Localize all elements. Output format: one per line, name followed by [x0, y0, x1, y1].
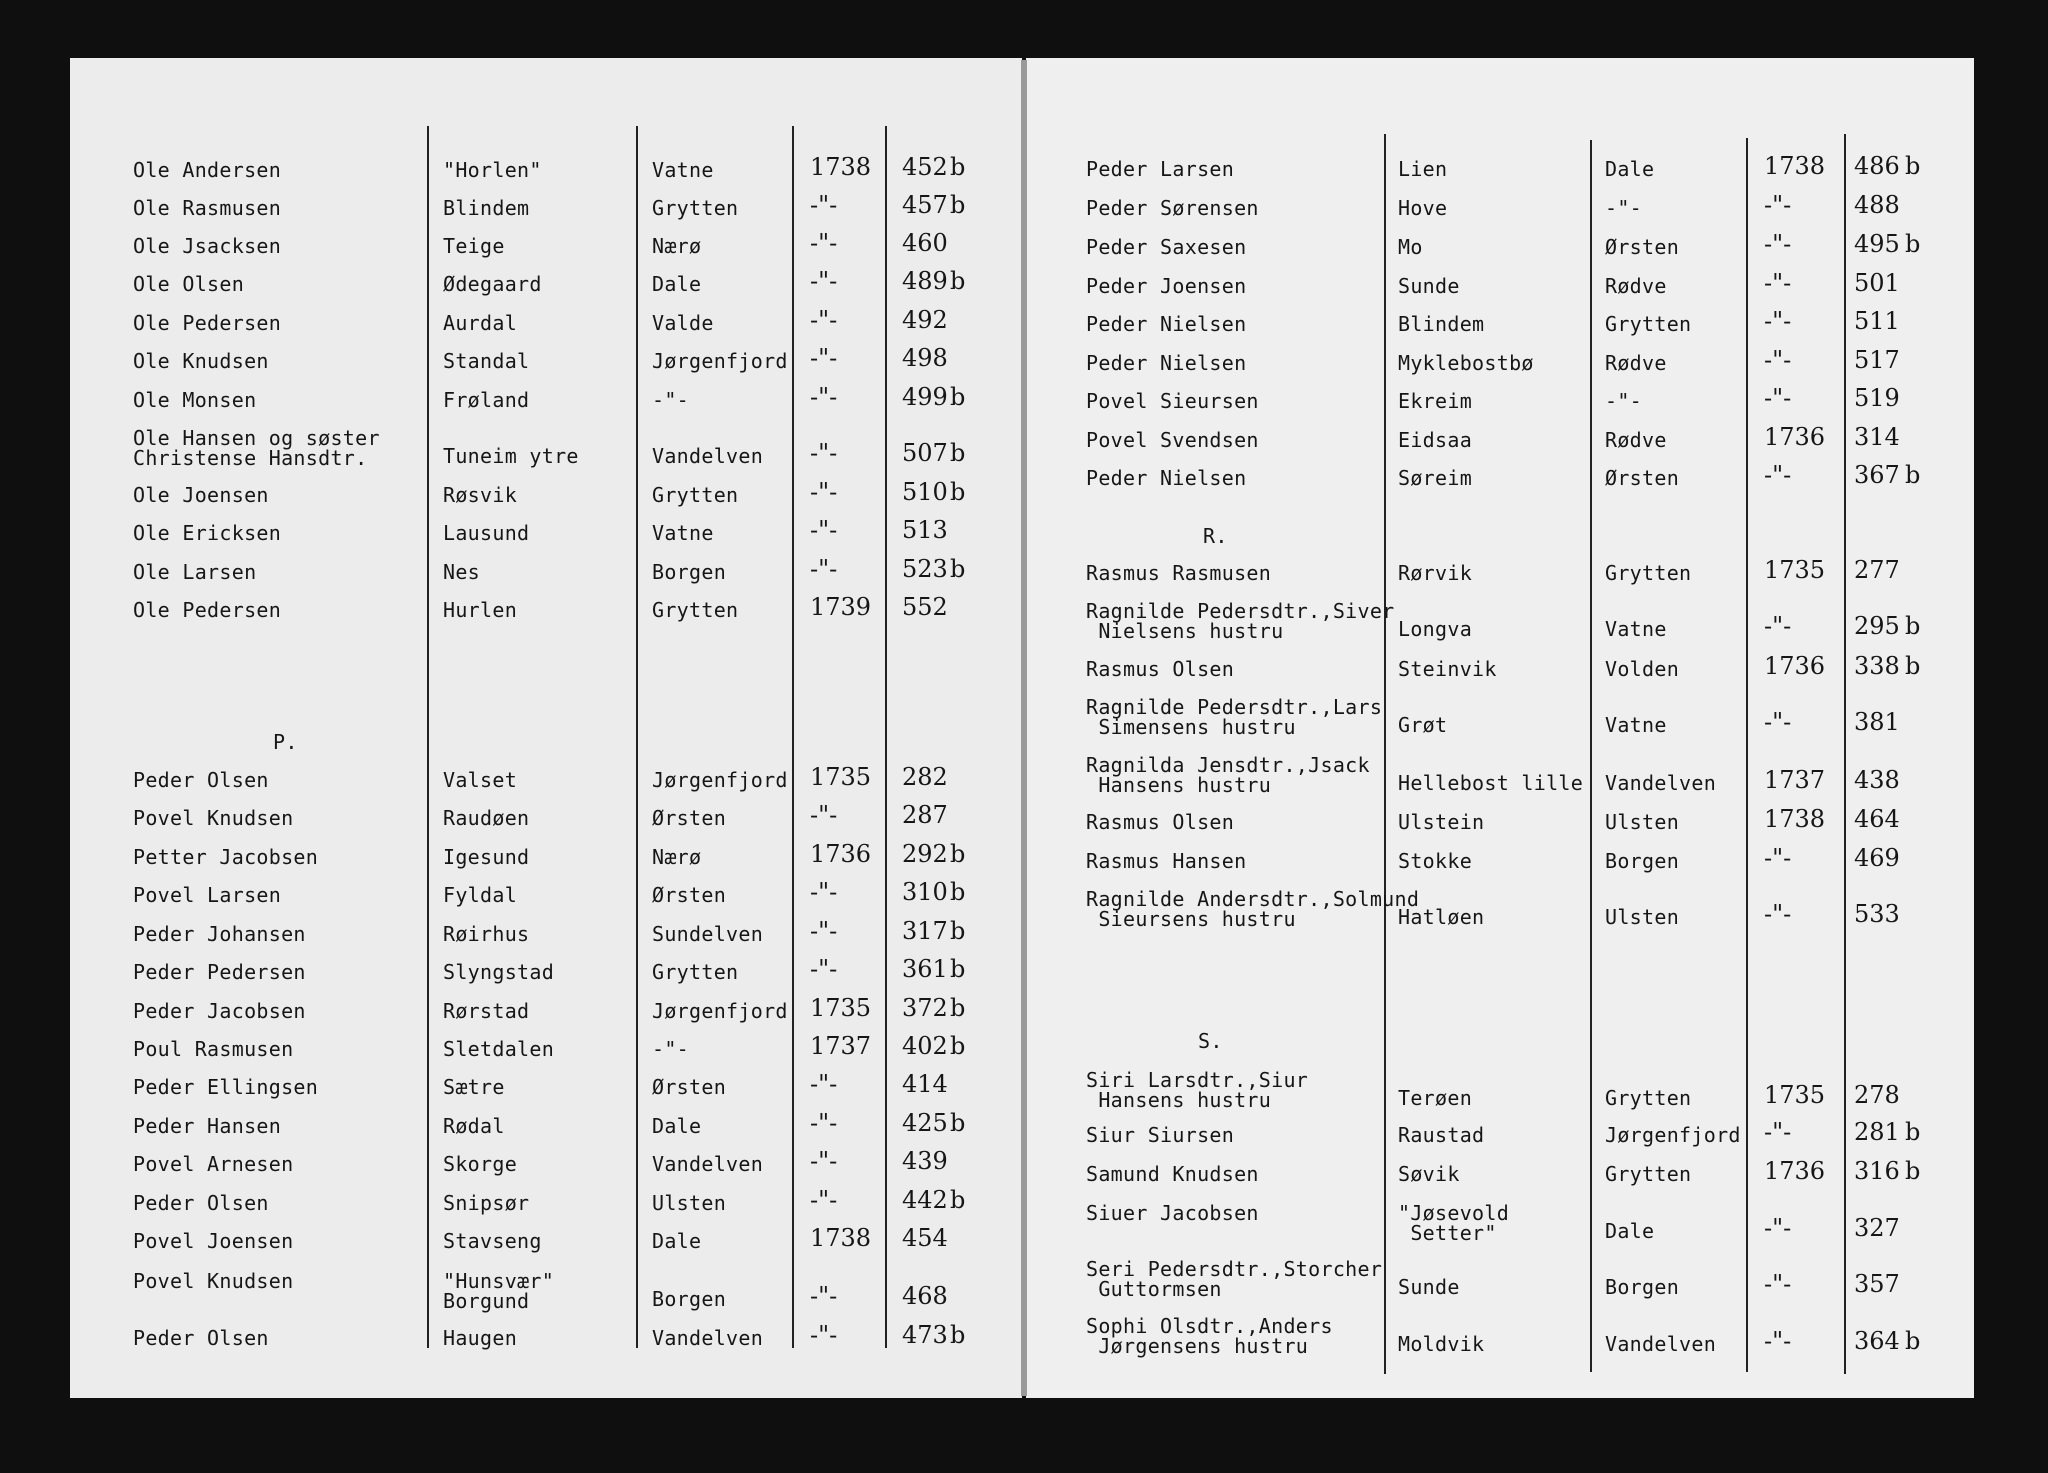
entry-parish: Sundelven — [652, 922, 764, 946]
entry-page: 278 — [1854, 1081, 1900, 1109]
entry-page: 473 — [902, 1321, 948, 1349]
entry-year: 1737 — [1764, 766, 1826, 794]
entry-name: Peder Johansen — [133, 922, 306, 946]
entry-farm: "Jøsevold Setter" — [1398, 1201, 1510, 1245]
entry-farm: Skorge — [443, 1152, 518, 1176]
entry-farm: Sunde — [1398, 1275, 1460, 1299]
book-spine — [1021, 60, 1027, 1396]
entry-year: 1736 — [1764, 652, 1826, 680]
entry-parish: Valde — [652, 311, 714, 335]
entry-year: 1735 — [810, 763, 872, 791]
column-rule — [427, 126, 429, 1348]
entry-page: 495 — [1854, 230, 1900, 258]
entry-page: 402 — [902, 1032, 948, 1060]
entry-page: 310 — [902, 878, 948, 906]
entry-year: 1738 — [810, 1224, 872, 1252]
entry-name: Peder Joensen — [1086, 274, 1247, 298]
entry-year: -"- — [810, 1321, 838, 1349]
entry-year: -"- — [810, 801, 838, 829]
entry-page: 367 — [1854, 461, 1900, 489]
entry-page: 468 — [902, 1282, 948, 1310]
entry-page: 469 — [1854, 844, 1900, 872]
entry-farm: Ekreim — [1398, 389, 1473, 413]
entry-farm: Tuneim ytre — [443, 444, 579, 468]
entry-name: Ole Pedersen — [133, 598, 282, 622]
entry-page: 498 — [902, 344, 948, 372]
entry-name: Peder Nielsen — [1086, 312, 1247, 336]
entry-b: b — [950, 1109, 966, 1137]
entry-page: 381 — [1854, 708, 1900, 736]
entry-farm: Raustad — [1398, 1123, 1485, 1147]
entry-farm: Snipsør — [443, 1191, 530, 1215]
entry-parish: Jørgenfjord — [652, 768, 788, 792]
entry-farm: "Horlen" — [443, 158, 542, 182]
entry-parish: Grytten — [1605, 1162, 1692, 1186]
entry-farm: Lien — [1398, 157, 1448, 181]
column-rule — [1844, 134, 1846, 1374]
entry-farm: Longva — [1398, 617, 1473, 641]
entry-page: 488 — [1854, 191, 1900, 219]
entry-name: Ole Joensen — [133, 483, 269, 507]
entry-name: Peder Sørensen — [1086, 196, 1259, 220]
entry-farm: Sunde — [1398, 274, 1460, 298]
entry-page: 425 — [902, 1109, 948, 1137]
entry-year: -"- — [810, 917, 838, 945]
entry-page: 519 — [1854, 384, 1900, 412]
entry-name: Peder Ellingsen — [133, 1075, 319, 1099]
entry-b: b — [1905, 1327, 1921, 1355]
entry-page: 511 — [1854, 307, 1900, 335]
entry-name: Peder Larsen — [1086, 157, 1235, 181]
entry-page: 492 — [902, 306, 948, 334]
entry-farm: Ødegaard — [443, 272, 542, 296]
entry-name: Peder Nielsen — [1086, 351, 1247, 375]
entry-name: Povel Knudsen — [133, 1269, 294, 1293]
entry-page: 361 — [902, 955, 948, 983]
entry-parish: Ulsten — [1605, 810, 1680, 834]
entry-name: Povel Knudsen — [133, 806, 294, 830]
section-heading-s: S. — [1198, 1029, 1223, 1053]
entry-page: 533 — [1854, 900, 1900, 928]
entry-year: -"- — [1764, 612, 1792, 640]
entry-name: Rasmus Olsen — [1086, 657, 1235, 681]
entry-b: b — [950, 191, 966, 219]
entry-farm: Eidsaa — [1398, 428, 1473, 452]
entry-b: b — [950, 267, 966, 295]
entry-parish: Vandelven — [652, 1326, 764, 1350]
entry-name: Rasmus Hansen — [1086, 849, 1247, 873]
entry-page: 517 — [1854, 346, 1900, 374]
entry-year: -"- — [810, 1147, 838, 1175]
entry-parish: Vandelven — [652, 444, 764, 468]
entry-page: 292 — [902, 840, 948, 868]
entry-parish: Volden — [1605, 657, 1680, 681]
entry-year: -"- — [810, 516, 838, 544]
entry-year: -"- — [1764, 1270, 1792, 1298]
entry-farm: Blindem — [443, 196, 530, 220]
entry-farm: Stokke — [1398, 849, 1473, 873]
entry-parish: Jørgenfjord — [652, 999, 788, 1023]
entry-farm: Teige — [443, 234, 505, 258]
entry-year: -"- — [1764, 346, 1792, 374]
entry-name: Ole Pedersen — [133, 311, 282, 335]
entry-b: b — [950, 1321, 966, 1349]
entry-name: Peder Hansen — [133, 1114, 282, 1138]
entry-farm: Røsvik — [443, 483, 518, 507]
entry-parish: Grytten — [652, 196, 739, 220]
entry-year: -"- — [810, 383, 838, 411]
entry-name: Siuer Jacobsen — [1086, 1201, 1259, 1225]
entry-page: 314 — [1854, 423, 1900, 451]
entry-name: Peder Pedersen — [133, 960, 306, 984]
entry-parish: Rødve — [1605, 274, 1667, 298]
entry-parish: Ulsten — [652, 1191, 727, 1215]
entry-name: Ole Andersen — [133, 158, 282, 182]
entry-b: b — [950, 1186, 966, 1214]
entry-farm: Hove — [1398, 196, 1448, 220]
entry-year: -"- — [1764, 191, 1792, 219]
entry-name: Sophi Olsdtr.,Anders Jørgensens hustru — [1086, 1314, 1333, 1358]
entry-farm: Haugen — [443, 1326, 518, 1350]
entry-name: Povel Arnesen — [133, 1152, 294, 1176]
entry-year: -"- — [1764, 900, 1792, 928]
entry-parish: Vandelven — [1605, 1332, 1717, 1356]
entry-year: -"- — [810, 955, 838, 983]
entry-page: 364 — [1854, 1327, 1900, 1355]
column-rule — [792, 126, 794, 1348]
entry-farm: Slyngstad — [443, 960, 555, 984]
entry-parish: Dale — [652, 272, 702, 296]
entry-parish: Ørsten — [652, 883, 727, 907]
entry-year: -"- — [810, 1186, 838, 1214]
entry-page: 457 — [902, 191, 948, 219]
entry-parish: Dale — [652, 1229, 702, 1253]
entry-year: -"- — [810, 1070, 838, 1098]
entry-name: Ole Ericksen — [133, 521, 282, 545]
entry-farm: Lausund — [443, 521, 530, 545]
entry-year: -"- — [1764, 230, 1792, 258]
entry-name: Ragnilda Jensdtr.,Jsack Hansens hustru — [1086, 753, 1370, 797]
entry-parish: Jørgenfjord — [652, 349, 788, 373]
entry-year: 1738 — [1764, 152, 1826, 180]
entry-parish: Borgen — [652, 560, 727, 584]
entry-year: -"- — [810, 191, 838, 219]
entry-page: 464 — [1854, 805, 1900, 833]
entry-year: 1736 — [810, 840, 872, 868]
entry-year: -"- — [1764, 844, 1792, 872]
entry-parish: Grytten — [1605, 1086, 1692, 1110]
entry-parish: -"- — [1605, 389, 1643, 413]
entry-name: Ole Rasmusen — [133, 196, 282, 220]
entry-parish: Nærø — [652, 845, 702, 869]
entry-year: 1737 — [810, 1032, 872, 1060]
entry-page: 414 — [902, 1070, 948, 1098]
entry-b: b — [950, 555, 966, 583]
entry-b: b — [1905, 612, 1921, 640]
entry-parish: Grytten — [652, 483, 739, 507]
entry-parish: Vandelven — [1605, 771, 1717, 795]
entry-parish: Grytten — [652, 960, 739, 984]
column-rule — [885, 126, 887, 1348]
entry-farm: Raudøen — [443, 806, 530, 830]
entry-farm: Nes — [443, 560, 481, 584]
entry-page: 507 — [902, 439, 948, 467]
entry-page: 523 — [902, 555, 948, 583]
entry-page: 281 — [1854, 1118, 1900, 1146]
entry-farm: Hatløen — [1398, 905, 1485, 929]
entry-name: Povel Sieursen — [1086, 389, 1259, 413]
entry-name: Peder Saxesen — [1086, 235, 1247, 259]
entry-page: 357 — [1854, 1270, 1900, 1298]
entry-b: b — [950, 439, 966, 467]
column-rule — [636, 126, 638, 1348]
entry-b: b — [950, 1032, 966, 1060]
entry-parish: Vatne — [1605, 617, 1667, 641]
entry-parish: -"- — [652, 1037, 690, 1061]
entry-farm: Sletdalen — [443, 1037, 555, 1061]
entry-page: 442 — [902, 1186, 948, 1214]
entry-page: 486 — [1854, 152, 1900, 180]
entry-name: Rasmus Rasmusen — [1086, 561, 1272, 585]
entry-year: 1735 — [1764, 1081, 1826, 1109]
entry-parish: Borgen — [652, 1287, 727, 1311]
entry-farm: Aurdal — [443, 311, 518, 335]
entry-b: b — [950, 383, 966, 411]
entry-b: b — [1905, 461, 1921, 489]
entry-parish: Rødve — [1605, 428, 1667, 452]
column-rule — [1746, 138, 1748, 1372]
entry-page: 552 — [902, 593, 948, 621]
entry-farm: Ulstein — [1398, 810, 1485, 834]
entry-farm: Søvik — [1398, 1162, 1460, 1186]
entry-farm: Fyldal — [443, 883, 518, 907]
entry-year: -"- — [1764, 1214, 1792, 1242]
entry-name: Povel Svendsen — [1086, 428, 1259, 452]
entry-farm: Rødal — [443, 1114, 505, 1138]
entry-page: 295 — [1854, 612, 1900, 640]
entry-parish: Vatne — [652, 158, 714, 182]
entry-name: Ragnilde Pedersdtr.,Siver Nielsens hustru — [1086, 599, 1395, 643]
entry-year: 1735 — [810, 994, 872, 1022]
entry-year: -"- — [1764, 307, 1792, 335]
entry-b: b — [950, 840, 966, 868]
entry-name: Ragnilde Andersdtr.,Solmund Sieursens hustru — [1086, 887, 1420, 931]
entry-year: -"- — [810, 878, 838, 906]
entry-page: 460 — [902, 229, 948, 257]
entry-year: 1738 — [1764, 805, 1826, 833]
entry-farm: Hurlen — [443, 598, 518, 622]
entry-page: 510 — [902, 478, 948, 506]
entry-page: 454 — [902, 1224, 948, 1252]
entry-parish: Borgen — [1605, 1275, 1680, 1299]
entry-name: Peder Jacobsen — [133, 999, 306, 1023]
entry-year: 1736 — [1764, 1157, 1826, 1185]
entry-parish: Vandelven — [652, 1152, 764, 1176]
entry-year: -"- — [1764, 708, 1792, 736]
entry-year: -"- — [1764, 1327, 1792, 1355]
entry-page: 452 — [902, 153, 948, 181]
entry-page: 287 — [902, 801, 948, 829]
entry-year: 1736 — [1764, 423, 1826, 451]
entry-page: 439 — [902, 1147, 948, 1175]
entry-farm: Rørvik — [1398, 561, 1473, 585]
section-heading-p: P. — [273, 730, 298, 754]
entry-b: b — [950, 878, 966, 906]
entry-parish: Rødve — [1605, 351, 1667, 375]
entry-farm: Søreim — [1398, 466, 1473, 490]
entry-name: Povel Larsen — [133, 883, 282, 907]
entry-name: Ragnilde Pedersdtr.,Lars Simensens hustru — [1086, 695, 1383, 739]
entry-name: Poul Rasmusen — [133, 1037, 294, 1061]
entry-name: Peder Olsen — [133, 1326, 269, 1350]
entry-parish: Grytten — [652, 598, 739, 622]
entry-parish: Ørsten — [652, 806, 727, 830]
entry-year: -"- — [810, 344, 838, 372]
column-rule — [1384, 134, 1386, 1374]
entry-year: 1735 — [1764, 556, 1826, 584]
entry-farm: Blindem — [1398, 312, 1485, 336]
entry-b: b — [1905, 152, 1921, 180]
entry-year: -"- — [810, 267, 838, 295]
entry-parish: Ulsten — [1605, 905, 1680, 929]
entry-year: -"- — [1764, 461, 1792, 489]
entry-farm: Myklebostbø — [1398, 351, 1534, 375]
entry-page: 327 — [1854, 1214, 1900, 1242]
entry-year: 1739 — [810, 593, 872, 621]
entry-parish: -"- — [1605, 196, 1643, 220]
entry-farm: Røirhus — [443, 922, 530, 946]
entry-parish: Grytten — [1605, 561, 1692, 585]
entry-year: -"- — [1764, 384, 1792, 412]
entry-farm: "Hunsvær" Borgund — [443, 1269, 555, 1313]
entry-farm: Mo — [1398, 235, 1423, 259]
entry-year: -"- — [810, 229, 838, 257]
entry-year: -"- — [810, 439, 838, 467]
entry-b: b — [950, 153, 966, 181]
entry-page: 338 — [1854, 652, 1900, 680]
entry-parish: Dale — [652, 1114, 702, 1138]
section-heading-r: R. — [1203, 524, 1228, 548]
entry-b: b — [1905, 652, 1921, 680]
entry-parish: Vatne — [1605, 713, 1667, 737]
entry-name: Peder Olsen — [133, 768, 269, 792]
entry-name: Rasmus Olsen — [1086, 810, 1235, 834]
entry-parish: Dale — [1605, 157, 1655, 181]
entry-name: Siri Larsdtr.,Siur Hansens hustru — [1086, 1068, 1309, 1112]
entry-page: 501 — [1854, 269, 1900, 297]
entry-parish: Ørsten — [652, 1075, 727, 1099]
entry-page: 438 — [1854, 766, 1900, 794]
entry-b: b — [1905, 230, 1921, 258]
entry-page: 513 — [902, 516, 948, 544]
entry-parish: Grytten — [1605, 312, 1692, 336]
entry-year: 1738 — [810, 153, 872, 181]
entry-name: Ole Hansen og søster Christense Hansdtr. — [133, 426, 380, 470]
entry-page: 489 — [902, 267, 948, 295]
entry-page: 499 — [902, 383, 948, 411]
entry-farm: Grøt — [1398, 713, 1448, 737]
entry-name: Seri Pedersdtr.,Storcher Guttormsen — [1086, 1257, 1383, 1301]
entry-page: 372 — [902, 994, 948, 1022]
entry-page: 282 — [902, 763, 948, 791]
entry-page: 277 — [1854, 556, 1900, 584]
entry-parish: Dale — [1605, 1219, 1655, 1243]
entry-b: b — [1905, 1157, 1921, 1185]
entry-parish: Ørsten — [1605, 466, 1680, 490]
entry-name: Petter Jacobsen — [133, 845, 319, 869]
entry-farm: Sætre — [443, 1075, 505, 1099]
entry-name: Peder Olsen — [133, 1191, 269, 1215]
entry-name: Ole Olsen — [133, 272, 245, 296]
entry-page: 316 — [1854, 1157, 1900, 1185]
entry-b: b — [950, 478, 966, 506]
entry-year: -"- — [1764, 269, 1792, 297]
entry-farm: Hellebost lille — [1398, 771, 1584, 795]
entry-page: 317 — [902, 917, 948, 945]
entry-b: b — [950, 955, 966, 983]
entry-name: Ole Monsen — [133, 388, 257, 412]
entry-b: b — [950, 994, 966, 1022]
entry-farm: Igesund — [443, 845, 530, 869]
entry-parish: Borgen — [1605, 849, 1680, 873]
entry-year: -"- — [810, 1282, 838, 1310]
entry-farm: Frøland — [443, 388, 530, 412]
entry-name: Siur Siursen — [1086, 1123, 1235, 1147]
entry-name: Ole Jsacksen — [133, 234, 282, 258]
entry-farm: Moldvik — [1398, 1332, 1485, 1356]
entry-year: -"- — [810, 306, 838, 334]
entry-parish: Jørgenfjord — [1605, 1123, 1741, 1147]
entry-parish: Ørsten — [1605, 235, 1680, 259]
column-rule — [1590, 140, 1592, 1372]
entry-year: -"- — [810, 555, 838, 583]
entry-name: Ole Larsen — [133, 560, 257, 584]
entry-b: b — [950, 917, 966, 945]
entry-name: Peder Nielsen — [1086, 466, 1247, 490]
entry-farm: Standal — [443, 349, 530, 373]
entry-year: -"- — [1764, 1118, 1792, 1146]
entry-name: Povel Joensen — [133, 1229, 294, 1253]
entry-farm: Terøen — [1398, 1086, 1473, 1110]
entry-parish: Nærø — [652, 234, 702, 258]
entry-farm: Valset — [443, 768, 518, 792]
entry-farm: Steinvik — [1398, 657, 1497, 681]
entry-name: Ole Knudsen — [133, 349, 269, 373]
entry-parish: -"- — [652, 388, 690, 412]
entry-year: -"- — [810, 478, 838, 506]
entry-parish: Vatne — [652, 521, 714, 545]
entry-farm: Stavseng — [443, 1229, 542, 1253]
entry-farm: Rørstad — [443, 999, 530, 1023]
entry-b: b — [1905, 1118, 1921, 1146]
entry-name: Samund Knudsen — [1086, 1162, 1259, 1186]
entry-year: -"- — [810, 1109, 838, 1137]
